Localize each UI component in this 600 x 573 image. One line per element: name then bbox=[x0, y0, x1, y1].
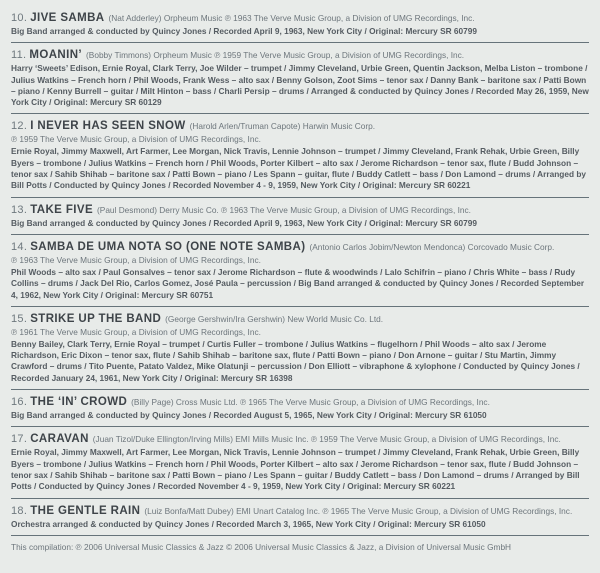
track-title: JIVE SAMBA bbox=[30, 12, 105, 24]
track-header bbox=[11, 202, 589, 217]
track-credit: (Billy Page) Cross Music Ltd. ℗ 1965 The Verve Music Group, a Division of UMG Recordings, Inc. bbox=[131, 397, 490, 408]
track-title: SAMBA DE UMA NOTA SO (ONE NOTE SAMBA) bbox=[30, 240, 306, 253]
track-item-12 bbox=[11, 114, 589, 197]
track-header bbox=[11, 431, 589, 446]
track-number: 17. bbox=[11, 433, 28, 446]
track-title: MOANIN’ bbox=[29, 49, 83, 62]
track-number: 14. bbox=[11, 240, 28, 253]
track-title: THE GENTLE RAIN bbox=[30, 504, 141, 517]
track-header bbox=[11, 10, 589, 25]
track-item-10 bbox=[11, 6, 589, 43]
track-credit: (Bobby Timmons) Orpheum Music ℗ 1959 The Verve Music Group, a Division of UMG Recordings, Inc. bbox=[86, 50, 465, 61]
track-number: 11. bbox=[11, 49, 27, 62]
track-credit: (Nat Adderley) Orpheum Music ℗ 1963 The Verve Music Group, a Division of UMG Recordings, Inc. bbox=[108, 13, 475, 23]
track-header bbox=[11, 311, 589, 326]
track-number: 18. bbox=[11, 504, 28, 517]
track-credit: (Antonio Carlos Jobim/Newton Mendonca) Corcovado Music Corp. bbox=[309, 241, 555, 252]
track-copyright-line: ℗ 1961 The Verve Music Group, a Division of UMG Recordings, Inc. bbox=[11, 326, 261, 337]
track-personnel: Phil Woods – alto sax / Paul Gonsalves – tenor sax / Jerome Richardson – flute & woodwinds / Lalo Schifrin – piano / Chris White – bass / Rudy Collins – drums / Jack Del Rio, Carlos Gomez, José Paula – percussion / Big Band arranged & conducted by Quincy Jones / Recorded September 4, 1962, New York City / Original: Mercury SR 60751 bbox=[11, 266, 585, 300]
track-title: CARAVAN bbox=[30, 433, 89, 446]
track-personnel: Big Band arranged & conducted by Quincy Jones / Recorded April 9, 1963, New York City / Original: Mercury SR 60799 bbox=[11, 26, 477, 36]
track-header bbox=[11, 118, 589, 133]
track-personnel: Ernie Royal, Jimmy Maxwell, Art Farmer, Lee Morgan, Nick Travis, Lennie Johnson – trumpet / Jimmy Cleveland, Frank Rehak, Urbie Green, Billy Byers – trombone / Julius Watkins – French horn / Phil Woods, Porter Kilbert – alto sax / Jerome Richardson – tenor sax, flute / Budd Johnson – tenor sax / Sahib Shihab – baritone sax / Patti Bown – piano / Les Spann – guitar, flute / Buddy Catlett – bass / Don Lamond – drums / Arranged by Bill Potts / Conducted by Quincy Jones / Recorded November 4 - 9, 1959, New York City / Original: Mercury SR 60221 bbox=[11, 146, 587, 191]
track-personnel: Orchestra arranged & conducted by Quincy Jones / Recorded March 3, 1965, New York City / Original: Mercury SR 61050 bbox=[11, 518, 486, 529]
liner-notes-page bbox=[11, 6, 589, 553]
track-copyright-line: ℗ 1959 The Verve Music Group, a Division of UMG Recordings, Inc. bbox=[11, 134, 261, 145]
track-personnel: Ernie Royal, Jimmy Maxwell, Art Farmer, Lee Morgan, Nick Travis, Lennie Johnson – trumpet / Jimmy Cleveland, Frank Rehak, Urbie Green, Billy Byers – trombone / Julius Watkins – French horn / Phil Woods, Porter Kilbert – alto sax / Jerome Richardson – tenor sax, flute / Budd Johnson – tenor sax / Sahib Shihab – baritone sax / Patti Bown – piano / Les Spann – guitar / Buddy Catlett – bass / Don Lamond – drums / Arranged by Bill Potts / Conducted by Quincy Jones / Recorded November 4 - 9, 1959, New York City / Original: Mercury SR 60221 bbox=[11, 447, 580, 492]
track-header bbox=[11, 47, 589, 62]
track-personnel: Benny Bailey, Clark Terry, Ernie Royal – trumpet / Curtis Fuller – trombone / Julius Watkins – flugelhorn / Phil Woods – alto sax / Jerome Richardson, Eric Dixon – tenor sax, flute / Sahib Shihab – baritone sax, flute / Patti Bown – piano / Don Arnone – guitar / Stu Martin, Jimmy Crawford – drums / Tito Puente, Patato Valdez, Mike Olatunji – percussion / Don Elliott – vibraphone & xylophone / Conducted by Quincy Jones / Recorded January 24, 1961, New York City / Original: Mercury SR 16398 bbox=[11, 338, 580, 383]
track-item-15 bbox=[11, 307, 589, 390]
track-number: 10. bbox=[11, 12, 28, 24]
track-item-18 bbox=[11, 499, 589, 536]
track-title: THE ‘IN’ CROWD bbox=[30, 396, 128, 409]
track-number: 13. bbox=[11, 203, 28, 216]
track-item-11 bbox=[11, 43, 589, 114]
track-copyright-line: ℗ 1963 The Verve Music Group, a Division of UMG Recordings, Inc. bbox=[11, 254, 261, 265]
track-header bbox=[11, 239, 589, 254]
track-personnel: Big Band arranged & conducted by Quincy Jones / Recorded April 9, 1963, New York City / Original: Mercury SR 60799 bbox=[11, 217, 477, 228]
track-number: 15. bbox=[11, 312, 28, 325]
track-personnel: Big Band arranged & conducted by Quincy Jones / Recorded August 5, 1965, New York City / Original: Mercury SR 61050 bbox=[11, 410, 487, 421]
track-number: 12. bbox=[11, 120, 28, 133]
track-credit: (Paul Desmond) Derry Music Co. ℗ 1963 The Verve Music Group, a Division of UMG Recordings, Inc. bbox=[97, 204, 471, 215]
track-title: I NEVER HAS SEEN SNOW bbox=[30, 120, 186, 133]
track-credit: (Harold Arlen/Truman Capote) Harwin Music Corp. bbox=[189, 121, 376, 132]
track-item-16 bbox=[11, 390, 589, 427]
track-item-13 bbox=[11, 198, 589, 235]
track-credit: (Luiz Bonfa/Matt Dubey) EMI Unart Catalog Inc. ℗ 1965 The Verve Music Group, a Division of UMG Recordings, Inc. bbox=[144, 505, 573, 516]
track-item-14 bbox=[11, 235, 589, 307]
track-credit: (Juan Tizol/Duke Ellington/Irving Mills) EMI Mills Music Inc. ℗ 1959 The Verve Music Group, a Division of UMG Recordings, Inc. bbox=[92, 434, 561, 445]
track-number: 16. bbox=[11, 396, 28, 409]
track-title: TAKE FIVE bbox=[30, 203, 94, 216]
track-title: STRIKE UP THE BAND bbox=[30, 312, 162, 325]
track-personnel: Harry ‘Sweets’ Edison, Ernie Royal, Clark Terry, Joe Wilder – trumpet / Jimmy Cleveland, Urbie Green, Quentin Jackson, Melba Liston – trombone / Julius Watkins – French horn / Phil Woods, Frank Wess – alto sax / Benny Golson, Zoot Sims – tenor sax / Danny Bank – baritone sax / Patti Bown – piano / Kenny Burrell – guitar / Milt Hinton – bass / Charli Persip – drums / Arranged & conducted by Quincy Jones / Recorded May 26, 1959, New York City / Original: Mercury SR 60129 bbox=[11, 63, 589, 108]
track-header bbox=[11, 394, 589, 409]
compilation-copyright: This compilation: ℗ 2006 Universal Music Classics & Jazz © 2006 Universal Music Classics & Jazz, a Division of Universal Music GmbH bbox=[11, 541, 512, 552]
track-credit: (George Gershwin/Ira Gershwin) New World Music Co. Ltd. bbox=[165, 313, 384, 324]
track-item-17 bbox=[11, 427, 589, 498]
track-header bbox=[11, 503, 589, 518]
